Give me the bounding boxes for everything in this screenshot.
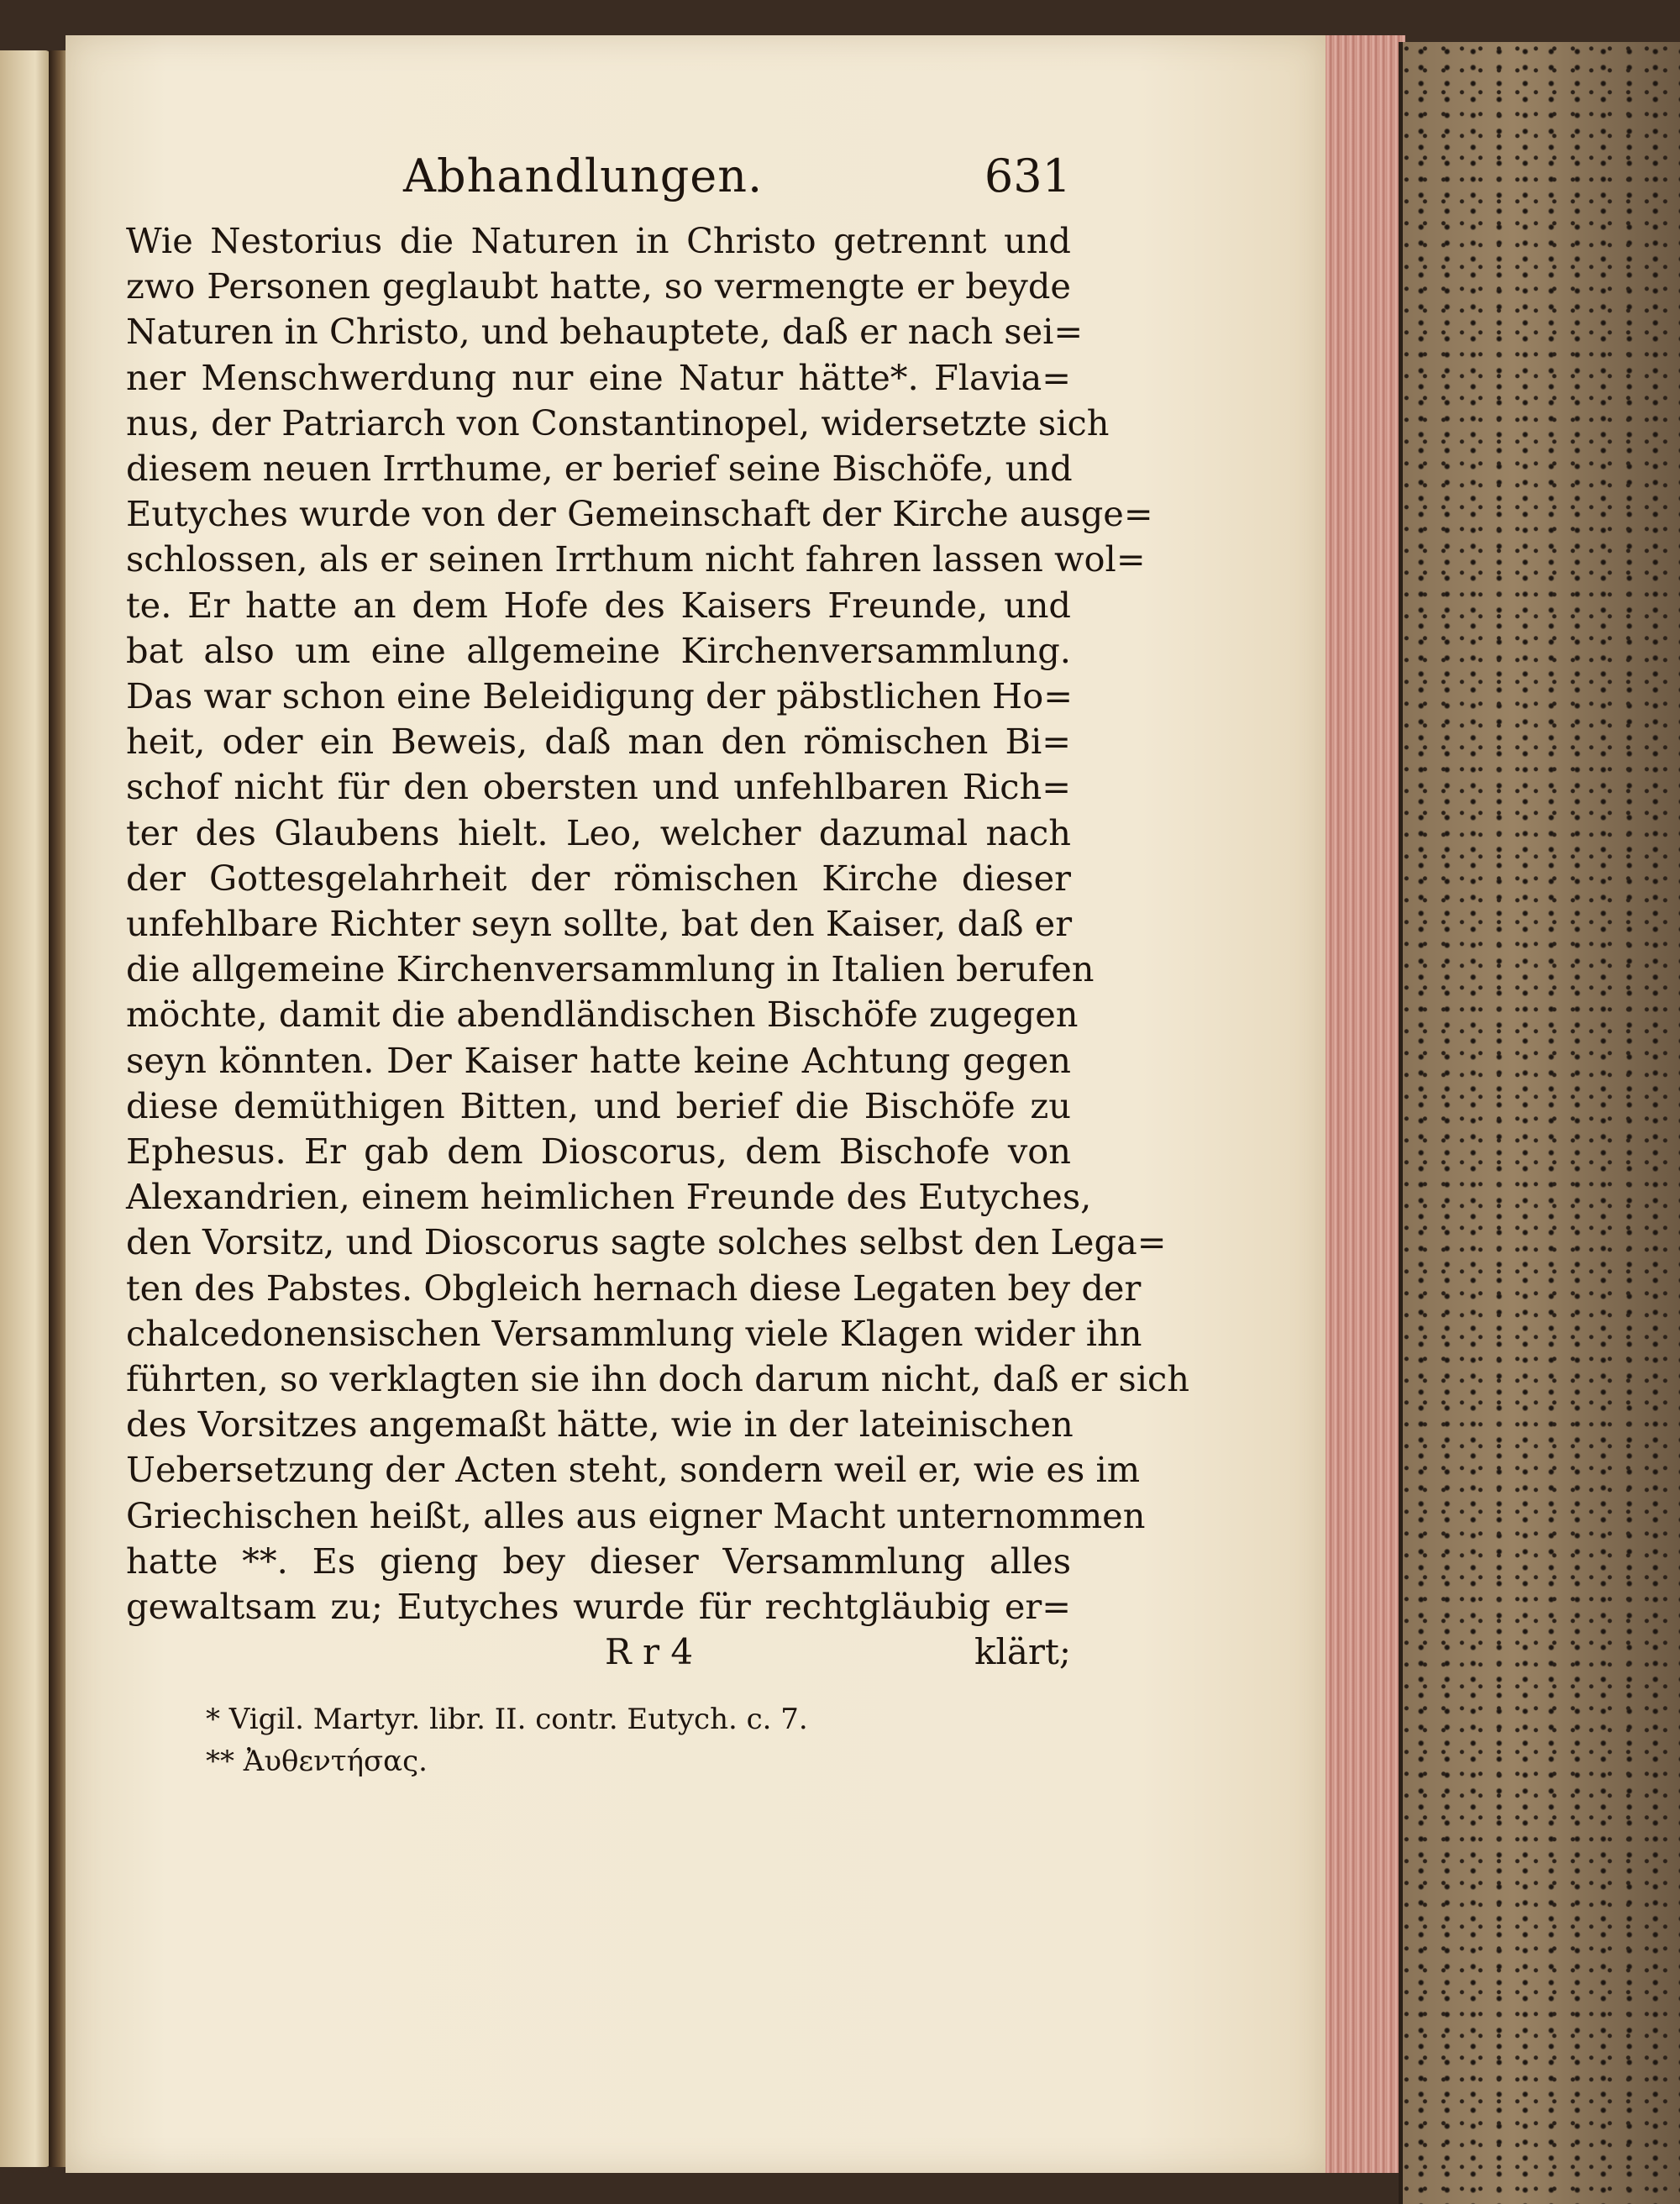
- text-line: den Vorsitz, und Dioscorus sagte solches selbst den Lega=: [126, 1221, 1167, 1263]
- footnotes: [126, 1698, 1071, 1782]
- text-line: chalcedonensischen Versammlung viele Klagen wider ihn: [126, 1312, 1142, 1354]
- text-line: Ephesus. Er gab dem Dioscorus, dem Bischofe von: [126, 1131, 1071, 1173]
- book-cover-board: [1403, 42, 1680, 2204]
- text-line: bat also um eine allgemeine Kirchenversammlung.: [126, 629, 1071, 671]
- text-line: schlossen, als er seinen Irrthum nicht fahren lassen wol=: [126, 538, 1146, 580]
- body-text: [126, 218, 1189, 1629]
- running-head: Abhandlungen.: [403, 150, 764, 202]
- text-line: nus, der Patriarch von Constantinopel, widersetzte sich: [126, 401, 1110, 443]
- signature-row: [126, 1631, 1071, 1682]
- text-line: ten des Pabstes. Obgleich hernach diese Legaten bey der: [126, 1267, 1142, 1309]
- text-line: zwo Personen geglaubt hatte, so vermengte er beyde: [126, 265, 1071, 307]
- book-gutter: [49, 50, 67, 2167]
- text-line: führten, so verklagten sie ihn doch darum nicht, daß er sich: [126, 1358, 1189, 1400]
- text-line: Eutyches wurde von der Gemeinschaft der Kirche ausge=: [126, 493, 1153, 535]
- text-line: die allgemeine Kirchenversammlung in Italien berufen: [126, 948, 1095, 990]
- text-line: Das war schon eine Beleidigung der päbstlichen Ho=: [126, 675, 1074, 717]
- text-line: gewaltsam zu; Eutyches wurde für rechtgläubig er=: [126, 1586, 1071, 1628]
- text-line: möchte, damit die abendländischen Bischöfe zugegen: [126, 994, 1079, 1036]
- previous-page-edge: [0, 50, 50, 2167]
- text-line: unfehlbare Richter seyn sollte, bat den Kaiser, daß er: [126, 903, 1073, 945]
- text-line: des Vorsitzes angemaßt hätte, wie in der lateinischen: [126, 1404, 1074, 1446]
- page-number: 631: [984, 150, 1071, 202]
- page-header: [126, 126, 1071, 218]
- text-line: Naturen in Christo, und behauptete, daß er nach sei=: [126, 311, 1084, 353]
- printer-signature: R r 4: [605, 1631, 694, 1673]
- text-line: ner Menschwerdung nur eine Natur hätte*. Flavia=: [126, 356, 1071, 398]
- text-line: seyn könnten. Der Kaiser hatte keine Achtung gegen: [126, 1039, 1071, 1081]
- text-line: hatte **. Es gieng bey dieser Versammlung alles: [126, 1540, 1071, 1582]
- text-line: Griechischen heißt, alles aus eigner Macht unternommen: [126, 1494, 1146, 1536]
- text-line: diese demüthigen Bitten, und berief die Bischöfe zu: [126, 1084, 1071, 1126]
- text-line: ter des Glaubens hielt. Leo, welcher dazumal nach: [126, 811, 1071, 853]
- footnote: ** Ἀυθεντήσας.: [206, 1745, 428, 1779]
- text-line: te. Er hatte an dem Hofe des Kaisers Freunde, und: [126, 584, 1071, 626]
- text-line: Uebersetzung der Acten steht, sondern weil er, wie es im: [126, 1449, 1141, 1491]
- text-line: Alexandrien, einem heimlichen Freunde des Eutyches,: [126, 1176, 1092, 1218]
- page-block-edge: [1326, 35, 1405, 2173]
- text-line: diesem neuen Irrthume, er berief seine Bischöfe, und: [126, 448, 1073, 490]
- text-line: heit, oder ein Beweis, daß man den römischen Bi=: [126, 721, 1071, 763]
- text-line: der Gottesgelahrheit der römischen Kirche dieser: [126, 857, 1071, 899]
- page-content: [126, 126, 1189, 1782]
- catchword: klärt;: [974, 1631, 1071, 1673]
- text-line: schof nicht für den obersten und unfehlbaren Rich=: [126, 766, 1071, 808]
- footnote: * Vigil. Martyr. libr. II. contr. Eutych. c. 7.: [206, 1703, 808, 1737]
- text-line: Wie Nestorius die Naturen in Christo getrennt und: [126, 220, 1071, 261]
